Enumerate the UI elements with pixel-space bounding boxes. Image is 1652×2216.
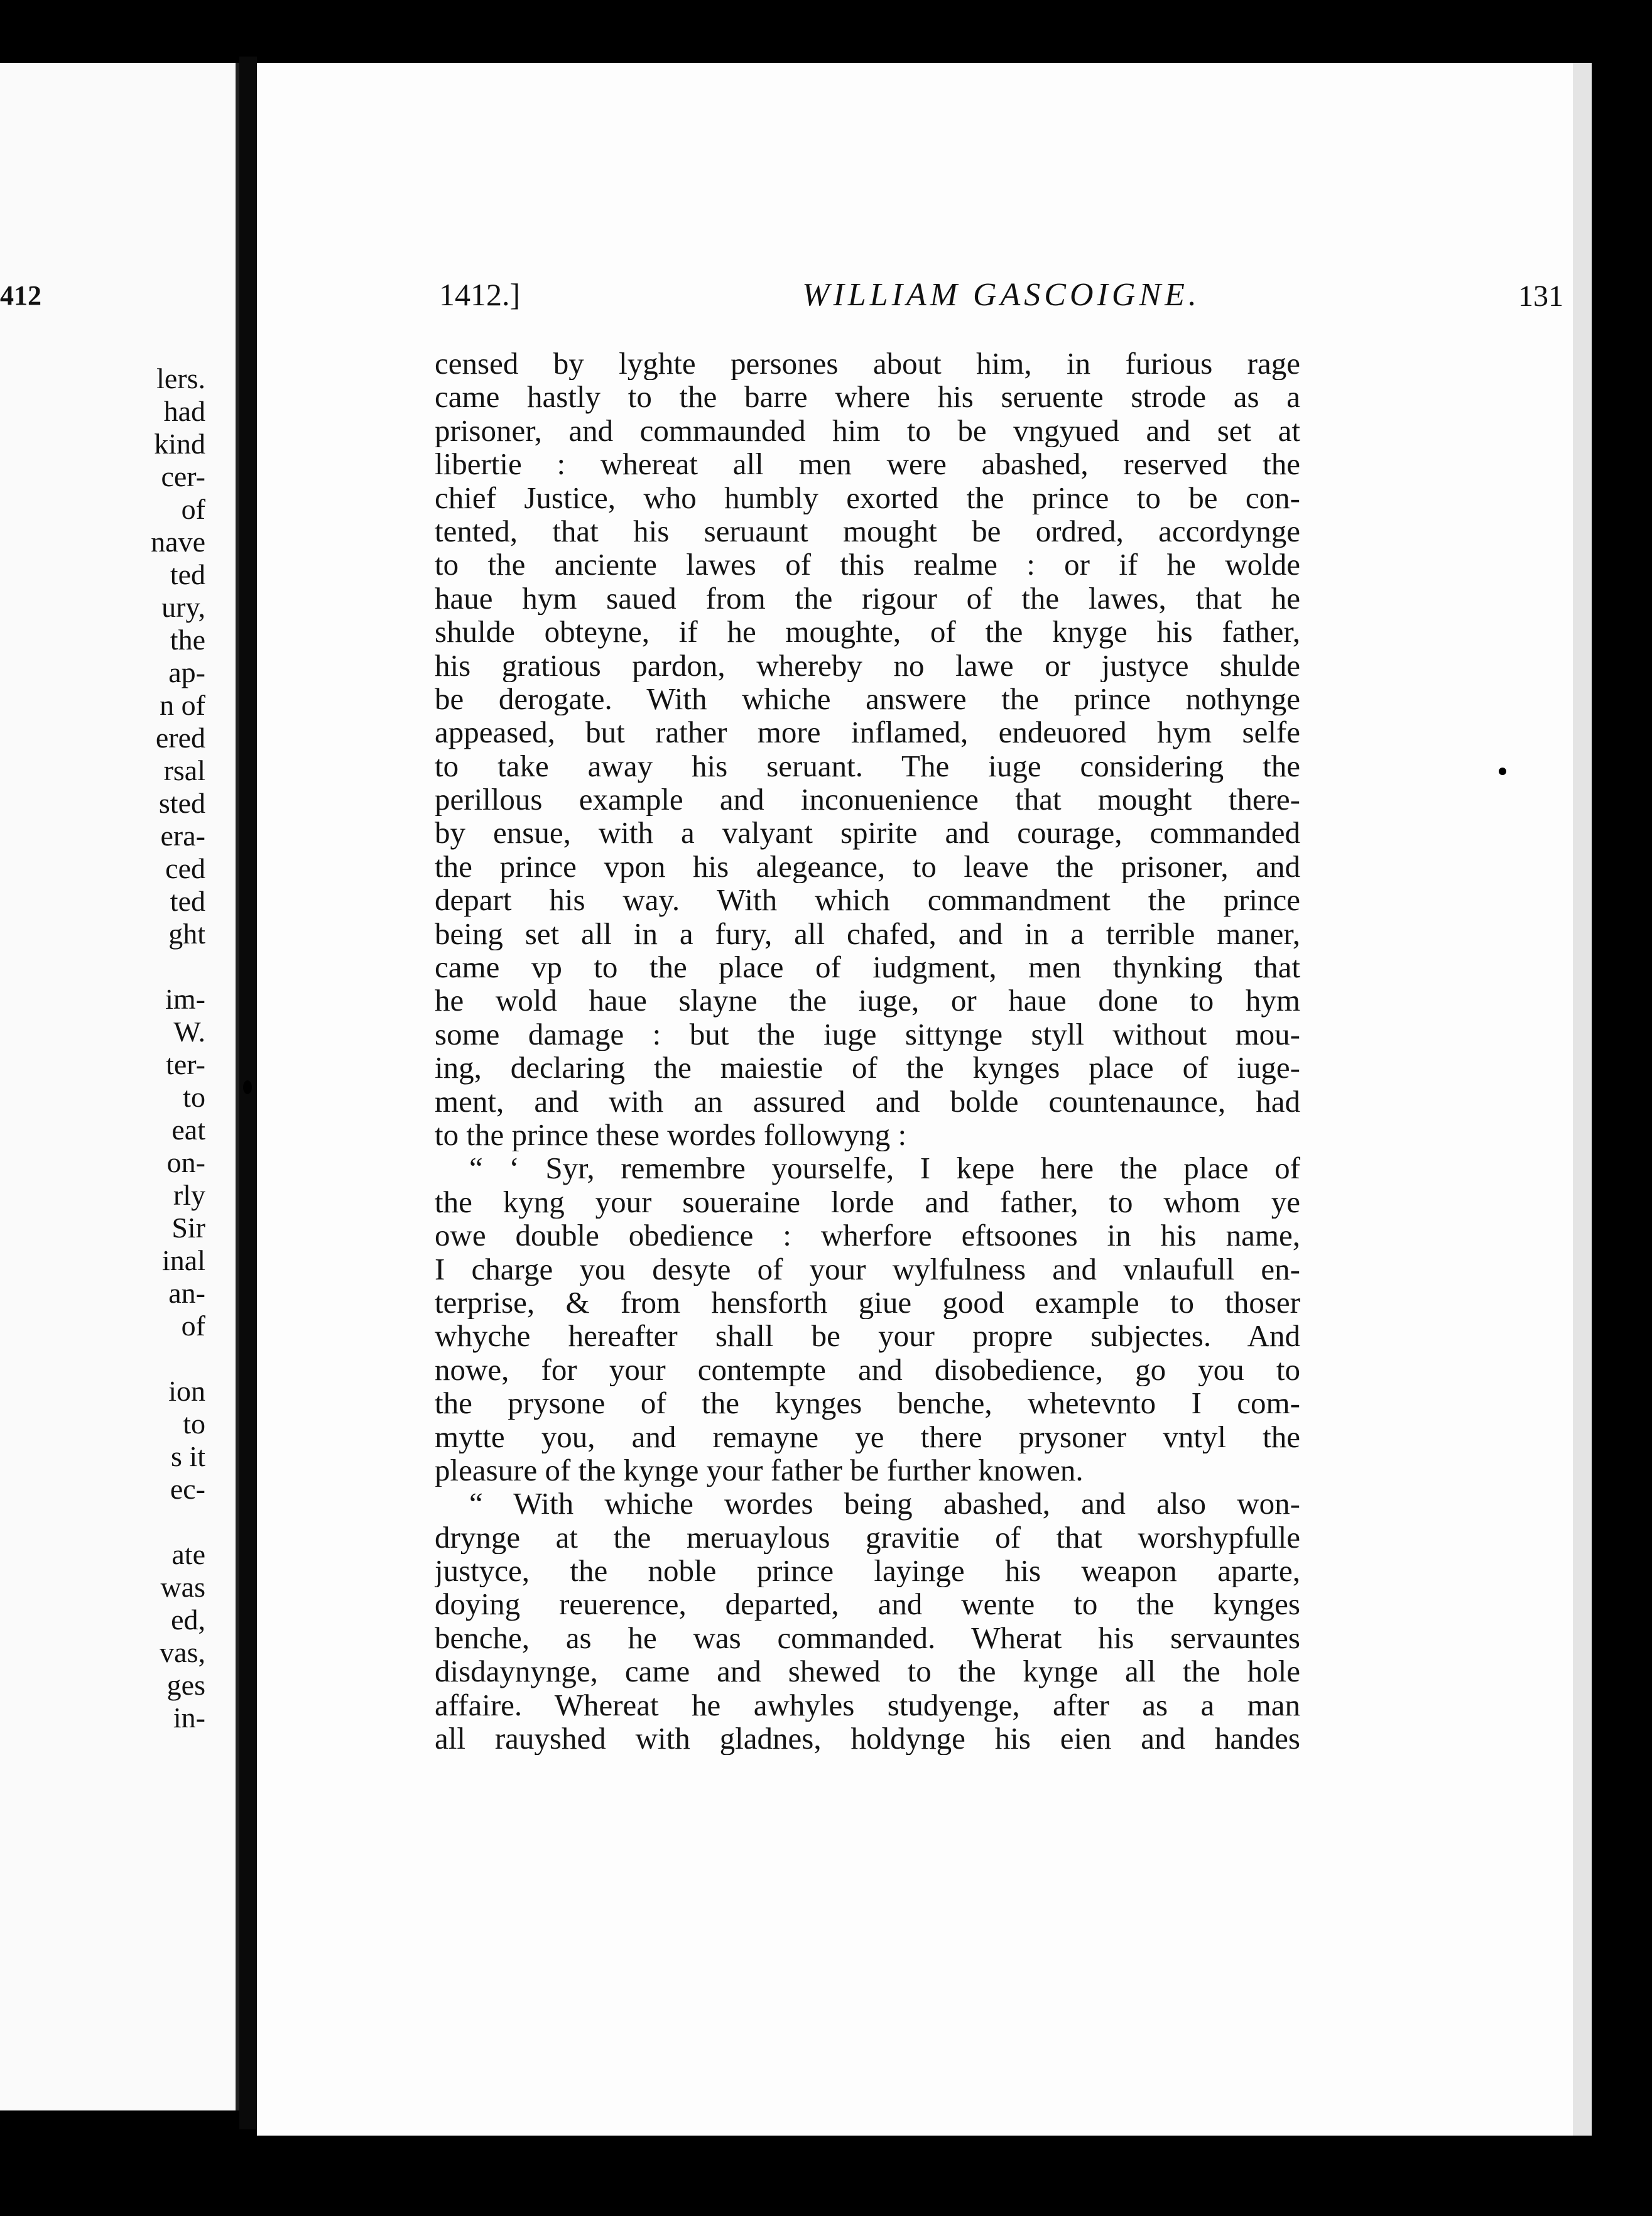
text-line: whyche hereafter shall be your propre subjectes. And (435, 1319, 1300, 1353)
left-page-fragment: vas, (160, 1636, 205, 1668)
ink-spot (243, 1080, 252, 1094)
text-line: perillous example and inconuenience that mought there- (435, 783, 1300, 817)
left-page-fragment: ter- (166, 1048, 205, 1080)
left-page-fragment: ted (170, 558, 205, 590)
text-line: drynge at the meruaylous gravitie of that worshypfulle (435, 1520, 1300, 1555)
left-page-fragment: rly (173, 1179, 205, 1211)
text-line: I charge you desyte of your wylfulness and vnlaufull en- (435, 1252, 1300, 1286)
left-page-fragment: n of (160, 689, 205, 721)
running-head (439, 276, 1563, 320)
text-line: chief Justice, who humbly exorted the prince to be con- (435, 481, 1300, 514)
left-page-fragment: of (181, 493, 205, 525)
text-line: pleasure of the kynge your father be further knowen. (435, 1453, 1084, 1487)
running-head-date: 1412.] (439, 277, 521, 312)
text-line: libertie : whereat all men were abashed, reserved the (435, 447, 1300, 481)
text-line: to take away his seruant. The iuge considering the (435, 749, 1300, 783)
left-page-fragment: ap- (168, 656, 205, 688)
left-page-fragment: ges (166, 1669, 205, 1701)
left-page-fragment: had (163, 395, 205, 427)
text-line: benche, as he was commanded. Wherat his servauntes (435, 1621, 1300, 1655)
left-page-fragment: the (170, 624, 205, 656)
left-page-fragment: ght (168, 918, 205, 950)
text-line: affaire. Whereat he awhyles studyenge, after as a man (435, 1688, 1300, 1722)
text-line: came vp to the place of iudgment, men thynking that (435, 950, 1300, 984)
text-line: to the anciente lawes of this realme : or if he wolde (435, 548, 1300, 582)
left-page-fragment: in- (173, 1702, 205, 1734)
text-line: terprise, & from hensforth giue good example to thoser (435, 1285, 1300, 1320)
text-line: shulde obteyne, if he moughte, of the knyge his father, (435, 615, 1300, 649)
left-page-fragment: ced (165, 852, 205, 884)
text-line: “ ‘ Syr, remembre yourselfe, I kepe here the place of (469, 1151, 1300, 1185)
left-page-fragment: cer- (161, 460, 205, 492)
text-line: being set all in a fury, all chafed, and in a terrible maner, (435, 916, 1300, 951)
text-line: prisoner, and commaunded him to be vngyued and set at (435, 413, 1300, 448)
text-line: ing, declaring the maiestie of the kynges place of iuge- (435, 1051, 1300, 1085)
text-line: appeased, but rather more inflamed, endeuored hym selfe (435, 715, 1300, 749)
left-page-fragment: rsal (163, 754, 205, 786)
left-page-fragment: ion (168, 1375, 205, 1407)
facing-page-left (0, 63, 239, 2110)
text-line: to the prince these wordes followyng : (435, 1117, 907, 1152)
text-line: the prince vpon his alegeance, to leave the prisoner, and (435, 849, 1300, 884)
text-line: ment, and with an assured and bolde countenaunce, had (435, 1084, 1300, 1118)
left-page-fragment: of (181, 1310, 205, 1342)
page-edge-right (1573, 63, 1592, 2136)
text-line: some damage : but the iuge sittynge styll without mou- (435, 1017, 1300, 1051)
book-page (257, 63, 1573, 2136)
left-page-fragment: lers. (156, 362, 205, 394)
left-page-number: 412 (0, 280, 41, 311)
text-line: his gratious pardon, whereby no lawe or justyce shulde (435, 648, 1300, 682)
left-page-fragment: W. (173, 1016, 205, 1048)
left-page-fragment: sted (158, 787, 205, 819)
left-page-fragment: was (160, 1571, 205, 1603)
left-page-fragment: Sir (171, 1212, 205, 1244)
text-line: justyce, the noble prince layinge his weapon aparte, (435, 1554, 1300, 1588)
left-page-fragment: an- (168, 1277, 205, 1309)
text-line: “ With whiche wordes being abashed, and also won- (469, 1487, 1300, 1521)
left-page-fragment: kind (154, 428, 205, 460)
text-line: mytte you, and remayne ye there prysoner vntyl the (435, 1420, 1300, 1453)
left-page-fragment: ted (170, 885, 205, 917)
left-page-fragment: nave (151, 526, 205, 558)
left-page-fragment: era- (160, 820, 205, 852)
body-text (435, 347, 1300, 1755)
running-head-title: WILLIAM GASCOIGNE. (802, 277, 1200, 313)
left-page-fragment: ered (155, 722, 205, 754)
text-line: nowe, for your contempte and disobedience, go you to (435, 1352, 1300, 1387)
left-page-fragment: inal (162, 1244, 205, 1276)
text-line: haue hym saued from the rigour of the lawes, that he (435, 581, 1300, 616)
left-page-fragment: s it (171, 1440, 205, 1472)
text-line: the prysone of the kynges benche, whetevnto I com- (435, 1386, 1300, 1420)
text-line: disdaynynge, came and shewed to the kynge all the hole (435, 1654, 1300, 1688)
text-line: he wold haue slayne the iuge, or haue done to hym (435, 984, 1300, 1018)
left-page-fragment: to (183, 1408, 205, 1440)
text-line: all rauyshed with gladnes, holdynge his eien and handes (435, 1722, 1300, 1756)
left-page-fragment: on- (166, 1146, 205, 1178)
text-line: be derogate. With whiche answere the prince nothynge (435, 682, 1300, 716)
left-page-fragment: to (183, 1081, 205, 1113)
text-line: depart his way. With which commandment the prince (435, 883, 1300, 917)
text-line: by ensue, with a valyant spirite and courage, commanded (435, 816, 1300, 850)
ink-spot (1499, 768, 1506, 775)
text-line: tented, that his seruaunt mought be ordred, accordynge (435, 514, 1300, 548)
left-page-fragment: im- (165, 983, 205, 1015)
text-line: doying reuerence, departed, and wente to the kynges (435, 1587, 1300, 1621)
text-line: censed by lyghte persones about him, in furious rage (435, 347, 1300, 381)
left-page-fragment: ury, (161, 591, 205, 623)
left-page-fragment: ec- (170, 1473, 205, 1505)
left-page-fragment: eat (171, 1114, 205, 1146)
left-page-fragment: ed, (171, 1604, 205, 1636)
page-number: 131 (1518, 280, 1563, 313)
text-line: came hastly to the barre where his seruente strode as a (435, 380, 1300, 414)
left-page-fragment: ate (171, 1538, 205, 1570)
text-line: owe double obedience : wherfore eftsoones in his name, (435, 1219, 1300, 1252)
text-line: the kyng your soueraine lorde and father, to whom ye (435, 1185, 1300, 1219)
